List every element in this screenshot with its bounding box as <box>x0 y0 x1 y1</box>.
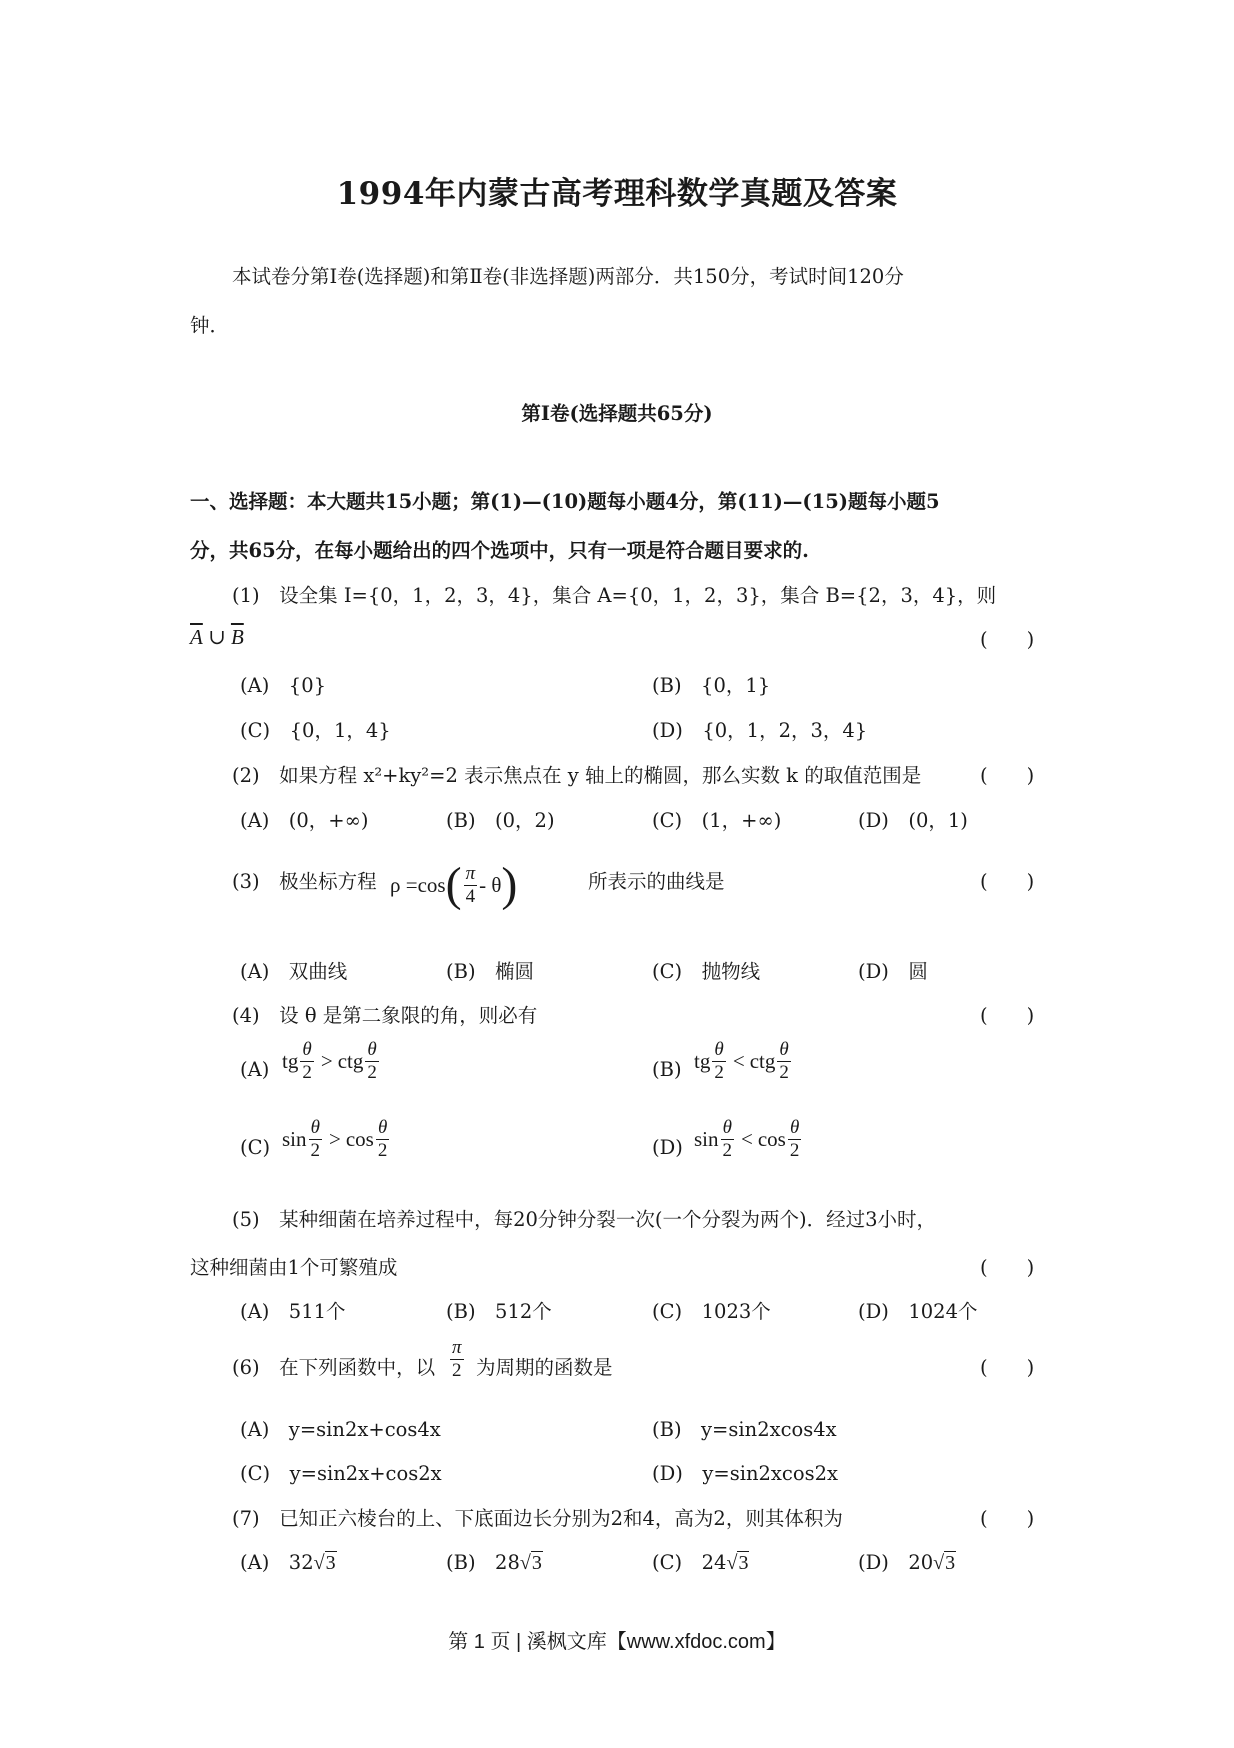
answer-blank-5: ( ) <box>980 1256 1035 1279</box>
answer-blank-3: ( ) <box>980 870 1035 893</box>
question-1-text: (1) 设全集 I={0，1，2，3，4}，集合 A={0，1，2，3}，集合 B={2，3，4}，则 <box>232 584 997 607</box>
pi-over-4 <box>464 864 478 907</box>
fraction-numerator: θ <box>789 1117 800 1138</box>
less-than: < <box>732 1048 745 1073</box>
answer-blank-7: ( ) <box>980 1507 1035 1530</box>
pi-over-2 <box>448 1338 466 1381</box>
theta-over-2 <box>788 1118 802 1161</box>
pi-over-2-fraction <box>450 1338 464 1381</box>
theta-over-2 <box>777 1040 791 1083</box>
sqrt-3: √3 <box>313 1552 336 1574</box>
question-2-text: (2) 如果方程 x²+ky²=2 表示焦点在 y 轴上的椭圆，那么实数 k 的取值范围是 <box>232 764 922 787</box>
page-title: 1994年内蒙古高考理科数学真题及答案 <box>336 176 898 212</box>
fraction-denominator: 2 <box>367 1061 377 1083</box>
greater-than: > <box>320 1048 333 1073</box>
fraction-numerator: θ <box>714 1039 724 1060</box>
question-1-expression <box>190 625 244 650</box>
cos: cos <box>757 1126 786 1151</box>
q6-option-a: (A) y=sin2x+cos4x <box>240 1418 441 1441</box>
fraction-numerator: θ <box>367 1039 377 1060</box>
theta-over-2 <box>721 1118 735 1161</box>
greater-than: > <box>329 1126 341 1151</box>
radicand: 3 <box>738 1552 749 1574</box>
right-paren: ) <box>501 858 518 911</box>
left-paren: ( <box>445 858 462 911</box>
q3-option-a: (A) 双曲线 <box>240 960 348 983</box>
less-than: < <box>741 1126 753 1151</box>
q2-option-c: (C) (1，+∞) <box>652 809 782 832</box>
radicand: 3 <box>531 1552 542 1574</box>
sqrt-3: √3 <box>933 1552 956 1574</box>
q6-option-b: (B) y=sin2xcos4x <box>652 1418 837 1441</box>
fraction-denominator: 2 <box>452 1359 462 1381</box>
q1-option-d: (D) {0，1，2，3，4} <box>652 719 868 742</box>
theta-over-2 <box>300 1040 314 1083</box>
complement-a: $\overline{A}$ <box>190 625 203 649</box>
q4-option-d-label: (D) <box>652 1136 683 1159</box>
complement-b: $\overline{B}$ <box>230 625 244 649</box>
q5-option-d: (D) 1024个 <box>858 1300 978 1323</box>
instructions-line-2: 分，共65分，在每小题给出的四个选项中，只有一项是符合题目要求的. <box>190 539 809 562</box>
question-5-line-2: 这种细菌由1个可繁殖成 <box>190 1256 398 1279</box>
q4-option-d-math <box>694 1118 803 1161</box>
ctg: ctg <box>749 1048 776 1073</box>
q5-option-b: (B) 512个 <box>446 1300 552 1323</box>
q4-option-a-label: (A) <box>240 1058 270 1081</box>
q7-option-d <box>858 1547 956 1575</box>
intro-line-2: 钟． <box>190 314 230 337</box>
question-5-line-1: (5) 某种细菌在培养过程中，每20分钟分裂一次(一个分裂为两个)．经过3小时， <box>232 1208 937 1231</box>
option-label: (C) 24 <box>652 1551 727 1574</box>
sin: sin <box>694 1126 719 1151</box>
union-symbol: ∪ <box>208 625 226 649</box>
question-4-text: (4) 设 θ 是第二象限的角，则必有 <box>232 1004 538 1027</box>
fraction-denominator: 2 <box>714 1061 724 1083</box>
answer-blank-1: ( ) <box>980 628 1035 651</box>
option-label: (A) 32 <box>240 1551 314 1574</box>
fraction-denominator: 4 <box>465 885 476 907</box>
section-title: 第Ⅰ卷(选择题共65分) <box>521 402 713 425</box>
theta-over-2 <box>376 1118 390 1161</box>
fraction-numerator: θ <box>310 1117 320 1138</box>
q6-option-c: (C) y=sin2x+cos2x <box>240 1462 442 1485</box>
page-footer: 第 1 页 | 溪枫文库【www.xfdoc.com】 <box>448 1631 786 1653</box>
radicand: 3 <box>325 1552 336 1574</box>
tg: tg <box>694 1048 711 1073</box>
q5-option-a: (A) 511个 <box>240 1300 346 1323</box>
fraction-denominator: 2 <box>789 1139 800 1161</box>
q5-option-c: (C) 1023个 <box>652 1300 771 1323</box>
q7-option-c <box>652 1547 749 1575</box>
fraction-numerator: θ <box>779 1039 789 1060</box>
answer-blank-4: ( ) <box>980 1004 1035 1027</box>
radicand: 3 <box>945 1552 956 1574</box>
q2-option-d: (D) (0，1) <box>858 809 968 832</box>
answer-blank-6: ( ) <box>980 1356 1035 1379</box>
q3-option-b: (B) 椭圆 <box>446 960 535 983</box>
rho-cos: ρ =cos <box>390 872 446 897</box>
tg: tg <box>282 1048 299 1073</box>
fraction-numerator: θ <box>722 1117 732 1138</box>
question-7-text: (7) 已知正六棱台的上、下底面边长分别为2和4，高为2，则其体积为 <box>232 1507 843 1530</box>
fraction-denominator: 2 <box>310 1139 321 1161</box>
question-6-suffix: 为周期的函数是 <box>476 1356 613 1379</box>
minus-theta: - θ <box>479 872 502 897</box>
sqrt-3: √3 <box>726 1552 749 1574</box>
sin: sin <box>282 1126 307 1151</box>
instructions-line-1: 一、选择题：本大题共15小题；第(1)—(10)题每小题4分，第(11)—(15)题每小题5 <box>190 490 940 513</box>
fraction-denominator: 2 <box>722 1139 733 1161</box>
ctg: ctg <box>337 1048 364 1073</box>
question-3-prefix: (3) 极坐标方程 <box>232 870 377 893</box>
fraction-denominator: 2 <box>779 1061 789 1083</box>
polar-equation <box>390 845 517 925</box>
q7-option-a <box>240 1547 337 1575</box>
q1-option-a: (A) {0} <box>240 674 327 697</box>
q7-option-b <box>446 1547 543 1575</box>
q4-option-b-label: (B) <box>652 1058 682 1081</box>
fraction-numerator: θ <box>302 1039 312 1060</box>
fraction-numerator: π <box>452 1337 462 1358</box>
q2-option-b: (B) (0，2) <box>446 809 555 832</box>
q3-option-d: (D) 圆 <box>858 960 928 983</box>
q6-option-d: (D) y=sin2xcos2x <box>652 1462 838 1485</box>
question-6-prefix: (6) 在下列函数中，以 <box>232 1356 436 1379</box>
answer-blank-2: ( ) <box>980 764 1035 787</box>
theta-over-2 <box>365 1040 379 1083</box>
option-label: (D) 20 <box>858 1551 934 1574</box>
q4-option-a-math <box>282 1040 381 1083</box>
cos: cos <box>345 1126 374 1151</box>
q3-option-c: (C) 抛物线 <box>652 960 761 983</box>
q4-option-c-label: (C) <box>240 1136 271 1159</box>
question-3-suffix: 所表示的曲线是 <box>588 870 725 893</box>
fraction-numerator: π <box>465 862 476 884</box>
q1-option-c: (C) {0，1，4} <box>240 719 391 742</box>
theta-over-2 <box>309 1118 323 1161</box>
option-label: (B) 28 <box>446 1551 520 1574</box>
q2-option-a: (A) (0，+∞) <box>240 809 369 832</box>
q4-option-c-math <box>282 1118 391 1161</box>
q4-option-b-math <box>694 1040 793 1083</box>
fraction-denominator: 2 <box>302 1061 312 1083</box>
fraction-denominator: 2 <box>377 1139 388 1161</box>
q1-option-b: (B) {0，1} <box>652 674 771 697</box>
fraction-numerator: θ <box>377 1117 388 1138</box>
sqrt-3: √3 <box>519 1552 542 1574</box>
theta-over-2 <box>712 1040 726 1083</box>
intro-line-1: 本试卷分第Ⅰ卷(选择题)和第Ⅱ卷(非选择题)两部分．共150分，考试时间120分 <box>232 265 904 288</box>
